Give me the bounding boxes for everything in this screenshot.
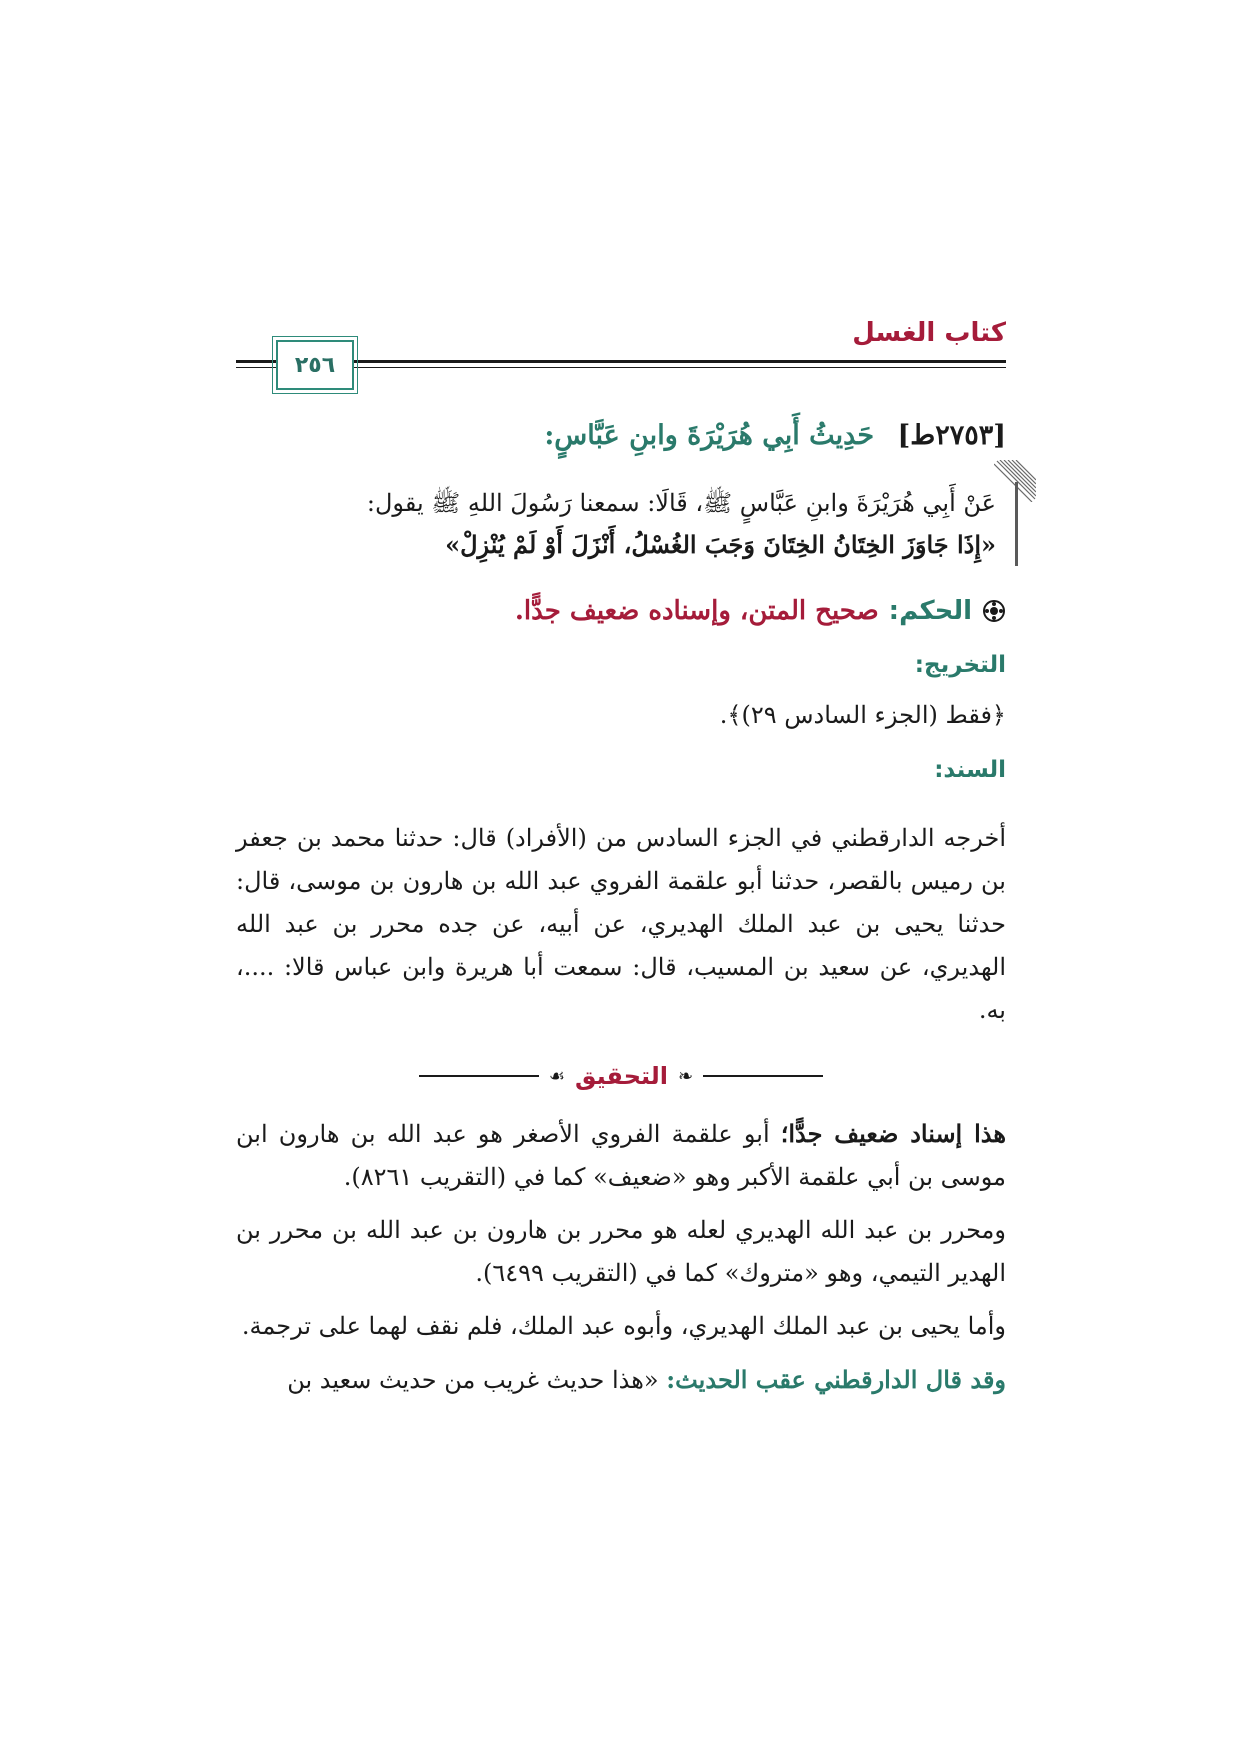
flower-icon <box>982 599 1006 623</box>
hadith-matn <box>236 482 1006 566</box>
ornament-icon: ☙ <box>548 1065 565 1087</box>
takhrij-text: ﴿فقط (الجزء السادس ٢٩)﴾. <box>719 701 1006 729</box>
tahqiq-p4-text: «هذا حديث غريب من حديث سعيد بن <box>287 1366 659 1394</box>
ornament-icon: ❧ <box>678 1065 694 1087</box>
tahqiq-paragraph-1 <box>236 1112 1006 1199</box>
ruling <box>236 590 1006 632</box>
hadith-number: [٢٧٥٣ط] <box>897 420 1006 451</box>
takhrij-heading: التخريج: <box>914 652 1006 678</box>
divider-line-right <box>703 1075 823 1077</box>
page <box>236 318 1006 1402</box>
tahqiq-paragraph-2: ومحرر بن عبد الله الهديري لعله هو محرر بن هارون بن عبد الله بن محرر بن الهدير التيمي، وهو «متروك» كما في (التقريب ٦٤٩٩). <box>236 1216 1007 1287</box>
tahqiq-p1-bold: هذا إسناد ضعيف جدًّا؛ <box>780 1119 1006 1148</box>
page-header <box>236 318 1006 390</box>
tahqiq-p4-bold: وقد قال الدارقطني عقب الحديث: <box>666 1365 1006 1394</box>
tahqiq-divider <box>236 1054 1006 1098</box>
matn-side-bar <box>1015 482 1018 566</box>
sanad-heading: السند: <box>934 757 1006 783</box>
divider-line-left <box>419 1075 539 1077</box>
sanad-text: أخرجه الدارقطني في الجزء السادس من (الأفراد) قال: حدثنا محمد بن جعفر بن رميس بالقصر، حدثنا أبو علقمة الفروي عبد الله بن هارون بن موسى، قال: حدثنا يحيى بن عبد الملك الهديري، عن أبيه، عن جده محرر بن عبد الله الهديري، عن سعيد بن المسيب، قال: سمعت أبا هريرة وابن عباس قالا: ....، به. <box>236 824 1007 1024</box>
matn-quote: «إِذَا جَاوَزَ الخِتَانُ الخِتَانَ وَجَبَ الغُسْلُ، أَنْزَلَ أَوْ لَمْ يُنْزِلْ» <box>445 530 996 559</box>
ruling-value: صحيح المتن، وإسناده ضعيف جدًّا. <box>514 596 879 626</box>
hadith-title <box>236 416 1006 456</box>
book-title: كتاب الغسل <box>852 318 1006 348</box>
tahqiq-paragraph-4 <box>236 1358 1006 1402</box>
matn-intro: عَنْ أَبِي هُرَيْرَةَ وابنِ عَبَّاسٍ ﷺ، قَالَا: سمعنا رَسُولَ اللهِ ﷺ يقول: <box>366 489 996 517</box>
hadith-title-text: حَدِيثُ أَبِي هُرَيْرَةَ وابنِ عَبَّاسٍ: <box>544 420 875 451</box>
page-number: ٢٥٦ <box>276 340 354 390</box>
tahqiq-heading: التحقيق <box>575 1062 669 1090</box>
tahqiq-p1-text: أبو علقمة الفروي الأصغر هو عبد الله بن هارون ابن موسى بن أبي علقمة الأكبر وهو «ضعيف» كما في (التقريب ٨٢٦١). <box>236 1120 1006 1191</box>
tahqiq-paragraph-3: وأما يحيى بن عبد الملك الهديري، وأبوه عبد الملك، فلم نقف لهما على ترجمة. <box>241 1312 1006 1340</box>
ruling-label: الحكم: <box>888 596 972 626</box>
